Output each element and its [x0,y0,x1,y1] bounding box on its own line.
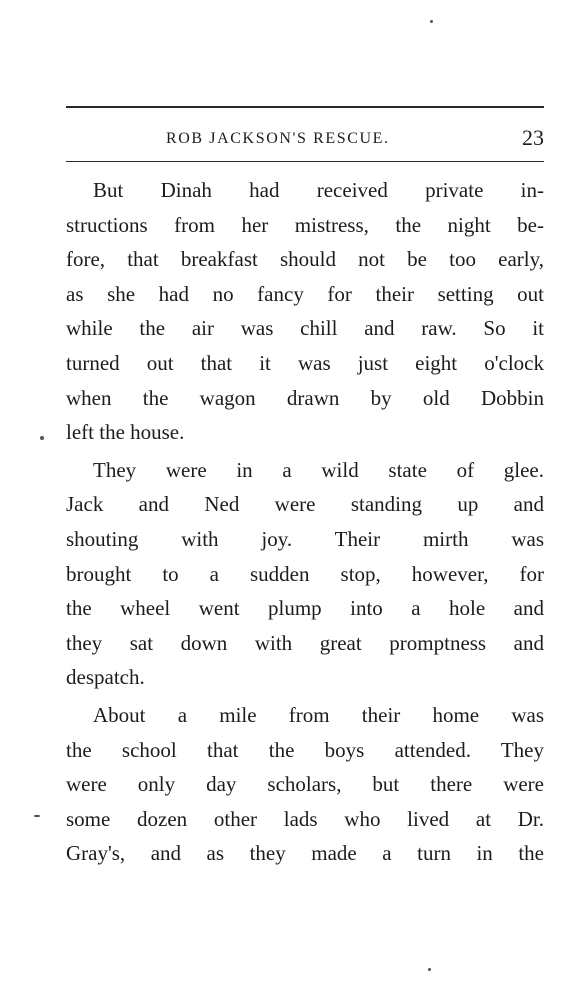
header-bottom-rule [66,161,544,162]
ink-speck [430,20,433,23]
running-head: ROB JACKSON'S RESCUE. [166,130,390,147]
paragraph [66,173,544,450]
text-line: while the air was chill and raw. So it [66,316,544,341]
paragraph [66,698,544,871]
page-header [66,125,544,154]
text-line: About a mile from their home was [93,702,544,727]
text-line: left the house. [66,420,185,445]
ink-speck [428,968,431,971]
page-number: 23 [522,125,544,150]
text-line: structions from her mistress, the night be- [66,212,544,237]
paragraph [66,453,544,695]
text-line: They were in a wild state of glee. [93,457,544,482]
text-line: despatch. [66,665,145,690]
text-line: Jack and Ned were standing up and [66,492,544,517]
text-line: fore, that breakfast should not be too early, [66,247,544,272]
text-line: Gray's, and as they made a turn in the [66,841,544,866]
text-line: turned out that it was just eight o'clock [66,350,544,375]
text-line: were only day scholars, but there were [66,772,544,797]
text-line: But Dinah had received private in- [93,178,544,202]
text-line: brought to a sudden stop, however, for [66,561,544,586]
text-line: some dozen other lads who lived at Dr. [66,806,544,831]
text-line: the school that the boys attended. They [66,737,544,762]
text-line: as she had no fancy for their setting out [66,281,544,306]
text-line: when the wagon drawn by old Dobbin [66,385,544,410]
body-text [66,173,544,871]
ink-speck [40,436,44,440]
ink-speck [34,815,40,817]
text-line: shouting with joy. Their mirth was [66,526,544,551]
header-top-rule [66,106,544,108]
text-line: the wheel went plump into a hole and [66,596,544,621]
text-line: they sat down with great promptness and [66,630,544,655]
